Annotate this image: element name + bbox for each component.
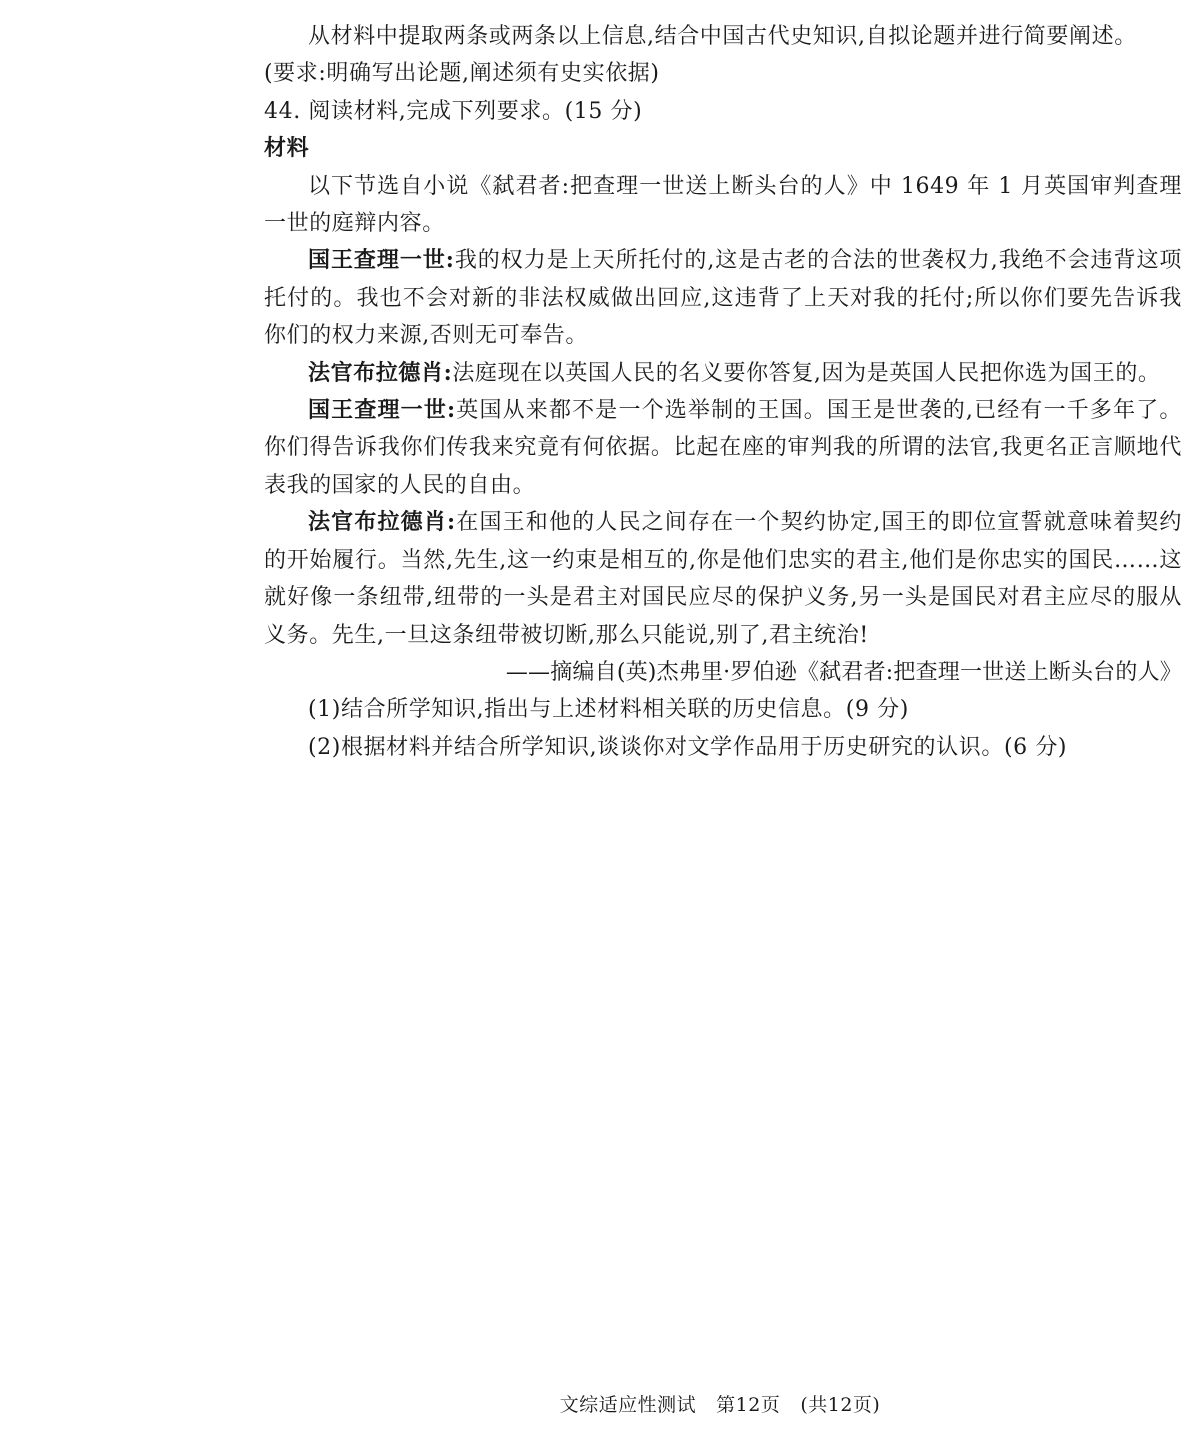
material-intro: 以下节选自小说《弑君者:把查理一世送上断头台的人》中 1649 年 1 月英国审判查理一世的庭辩内容。 — [264, 173, 1182, 237]
speaker-label: 法官布拉德肖: — [308, 509, 456, 536]
q43-requirement: (要求:明确写出论题,阐述须有史实依据) — [264, 61, 660, 87]
sub-question-1: (1)结合所学知识,指出与上述材料相关联的历史信息。(9 分) — [308, 697, 909, 723]
q44-title: 44. 阅读材料,完成下列要求。(15 分) — [264, 98, 643, 124]
speaker-label: 国王查理一世: — [308, 247, 455, 274]
page-number: 第12页 — [716, 1394, 781, 1416]
dialogue-text: 我的权力是上天所托付的,这是古老的合法的世袭权力,我绝不会违背这项托付的。我也不会对新的非法权威做出回应,这违背了上天对我的托付;所以你们要先告诉我你们的权力来源,否则无可奉告。 — [264, 248, 1182, 349]
material-source: ——摘编自(英)杰弗里·罗伯逊《弑君者:把查理一世送上断头台的人》 — [505, 659, 1182, 685]
dialogue-paragraph — [264, 504, 1182, 654]
dialogue-text: 英国从来都不是一个选举制的王国。国王是世袭的,已经有一千多年了。你们得告诉我你们传我来究竟有何依据。比起在座的审判我的所谓的法官,我更名正言顺地代表我的国家的人民的自由。 — [264, 398, 1182, 498]
speaker-label: 国王查理一世: — [308, 397, 456, 424]
speaker-label: 法官布拉德肖: — [308, 359, 453, 386]
exam-name: 文综适应性测试 — [559, 1394, 697, 1416]
page-total: (共12页) — [800, 1394, 881, 1416]
dialogue-paragraph — [264, 355, 1182, 392]
exam-page-content — [264, 18, 1182, 766]
dialogue-text: 法庭现在以英国人民的名义要你答复,因为是英国人民把你选为国王的。 — [452, 360, 1161, 386]
dialogue-paragraph — [264, 242, 1182, 354]
dialogue-text: 在国王和他的人民之间存在一个契约协定,国王的即位宣誓就意味着契约的开始履行。当然,先生,这一约束是相互的,你是他们忠实的君主,他们是你忠实的国民……这就好像一条纽带,纽带的一头是君主对国民应尽的保护义务,另一头是国民对君主应尽的服从义务。先生,一旦这条纽带被切断,那么只能说,别了,君主统治! — [264, 510, 1182, 648]
dialogue-paragraph — [264, 392, 1182, 504]
material-heading: 材料 — [264, 135, 310, 162]
page-footer — [0, 1390, 1200, 1417]
q43-instruction: 从材料中提取两条或两条以上信息,结合中国古代史知识,自拟论题并进行简要阐述。 — [308, 24, 1137, 49]
sub-question-2: (2)根据材料并结合所学知识,谈谈你对文学作品用于历史研究的认识。(6 分) — [308, 734, 1068, 760]
